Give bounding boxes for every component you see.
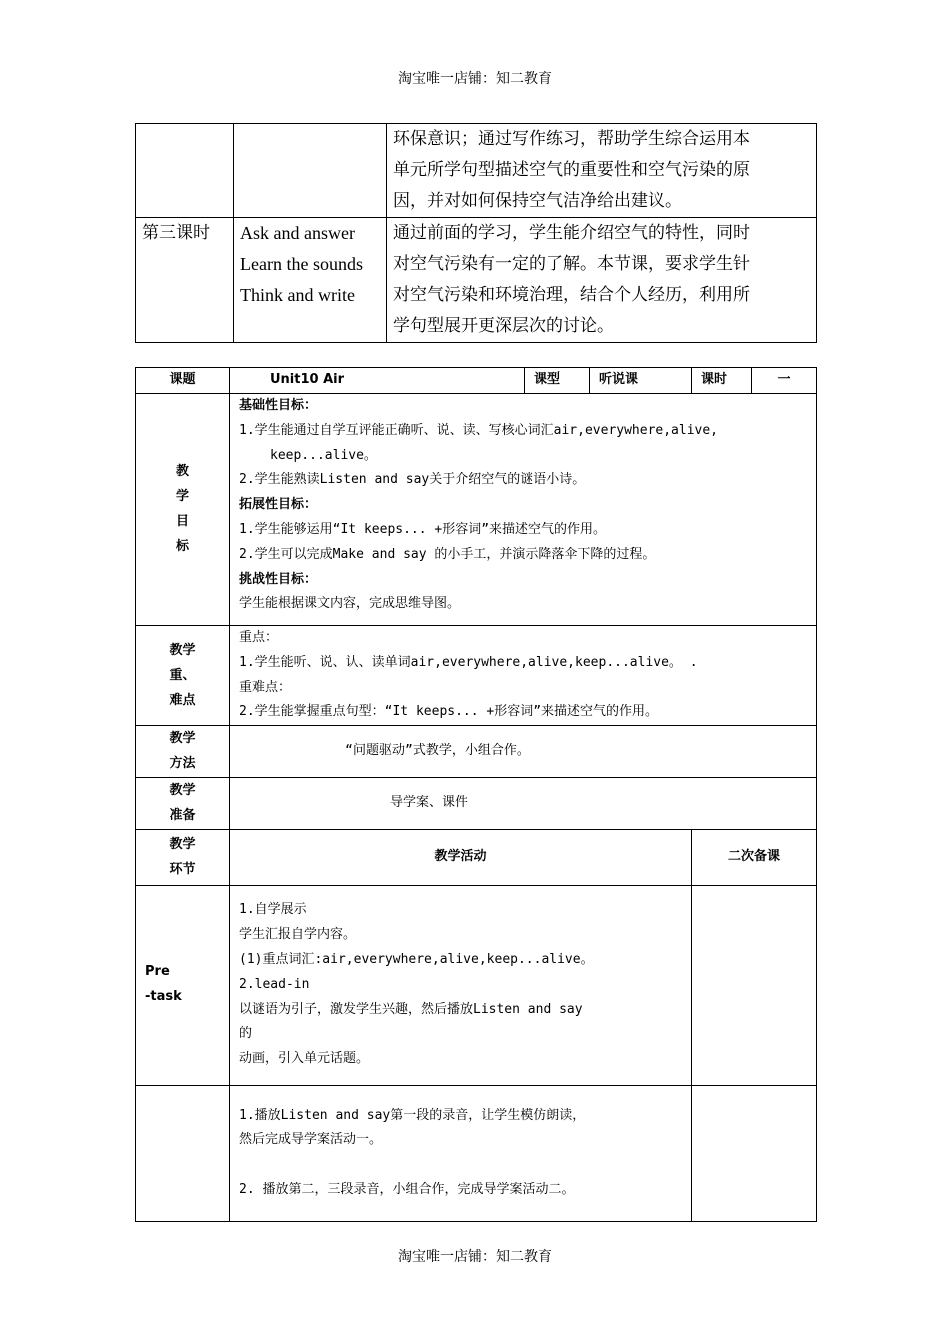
period-item: Think and write: [240, 285, 355, 305]
overview-line: 通过前面的学习，学生能介绍空气的特性，同时: [393, 223, 750, 243]
label-line: 教学: [169, 782, 196, 798]
goals-label: [136, 394, 230, 626]
basic-goals-title: 基础性目标：: [239, 398, 318, 413]
label-line: 教学: [169, 642, 196, 658]
while-task-activity: [230, 1085, 692, 1221]
pretask-activity: [230, 885, 692, 1085]
goal-line: keep...alive。: [270, 447, 377, 463]
key-points-content: [230, 626, 817, 726]
prep-label: [136, 777, 230, 829]
overview-row1-text: [387, 124, 817, 218]
goals-label-char: 学: [175, 489, 189, 505]
challenge-goals-title: 挑战性目标：: [239, 571, 318, 587]
overview-row2-text: [387, 218, 817, 343]
activity-line: 1.自学展示: [239, 902, 307, 918]
period-label: 课时: [692, 368, 752, 394]
difficulty-line: 2.学生能掌握重点句型：“It keeps... +形容词”来描述空气的作用。: [239, 704, 659, 720]
label-line: -task: [145, 989, 182, 1005]
label-line: 环节: [169, 861, 196, 877]
activity-line: 的: [239, 1026, 253, 1042]
method-value: [230, 726, 817, 778]
goal-line: 1.学生能够运用“It keeps... +形容词”来描述空气的作用。: [239, 521, 607, 537]
goal-line: 学生能根据课文内容，完成思维导图。: [239, 596, 461, 612]
method-label: [136, 726, 230, 778]
overview-line: 因，并对如何保持空气洁净给出建议。: [393, 191, 682, 211]
activity-header: 教学活动: [230, 829, 692, 885]
stage-label: [136, 829, 230, 885]
lesson-plan-table: [135, 367, 817, 1222]
prep-value: 导学案、课件: [230, 777, 817, 829]
activity-line: 学生汇报自学内容。: [239, 927, 357, 943]
focus-line: 1.学生能听、说、认、读单词air,everywhere,alive,keep...alive。 .: [239, 654, 698, 670]
overview-line: 单元所学句型描述空气的重要性和空气污染的原: [393, 160, 750, 180]
topic-label: 课题: [136, 368, 230, 394]
overview-cell-empty: [136, 124, 234, 218]
page-footer: 淘宝唯一店铺：知二教育: [398, 1249, 552, 1265]
second-prep-header: 二次备课: [692, 829, 817, 885]
label-line: 教学: [169, 731, 196, 747]
label-line: Pre: [145, 964, 170, 980]
overview-line: 对空气污染和环境治理，结合个人经历，利用所: [393, 285, 750, 305]
activity-line: 以谜语为引子，激发学生兴趣，然后播放Listen and say: [239, 1001, 583, 1017]
page-header: 淘宝唯一店铺：知二教育: [398, 71, 552, 87]
label-line: 方法: [169, 756, 196, 772]
while-task-second-prep: [692, 1085, 817, 1221]
activity-line: 然后完成导学案活动一。: [239, 1132, 383, 1148]
key-points-label: [136, 626, 230, 726]
overview-cell-empty: [234, 124, 387, 218]
goals-label-char: 教: [175, 464, 189, 480]
goals-content: [230, 394, 817, 626]
activity-line: 1.播放Listen and say第一段的录音，让学生模仿朗读，: [239, 1107, 586, 1123]
activity-line: [239, 1153, 682, 1178]
pretask-second-prep: [692, 885, 817, 1085]
overview-line: 对空气污染有一定的了解。本节课，要求学生针: [393, 254, 750, 274]
goals-label-char: 目: [175, 514, 189, 530]
activity-line: 2.lead-in: [239, 976, 310, 992]
extended-goals-title: 拓展性目标：: [239, 497, 318, 513]
difficulty-title: 重难点：: [239, 679, 292, 695]
while-task-label: [136, 1085, 230, 1221]
topic-value: Unit10 Air: [230, 368, 525, 394]
period-item: Ask and answer: [240, 223, 355, 243]
label-line: 准备: [169, 807, 196, 823]
overview-line: 学句型展开更深层次的讨论。: [393, 316, 614, 336]
pretask-label: [136, 885, 230, 1085]
lesson-period-label: 第三课时: [136, 218, 234, 343]
period-value: 一: [752, 368, 817, 394]
activity-line: 动画，引入单元话题。: [239, 1051, 370, 1067]
lesson-overview-table: [135, 123, 817, 343]
type-value: 听说课: [590, 368, 692, 394]
goal-line: 2.学生可以完成Make and say 的小手工，并演示降落伞下降的过程。: [239, 546, 656, 562]
focus-title: 重点：: [239, 630, 279, 645]
label-line: 教学: [169, 836, 196, 852]
activity-line: (1)重点词汇:air,everywhere,alive,keep...alive。: [239, 952, 594, 968]
goals-label-char: 标: [175, 539, 189, 555]
method-text: “问题驱动”式教学，小组合作。: [345, 743, 530, 759]
goal-line: 2.学生能熟读Listen and say关于介绍空气的谜语小诗。: [239, 472, 586, 488]
goal-line: 1.学生能通过自学互评能正确听、说、读、写核心词汇air,everywhere,alive,: [239, 422, 719, 438]
overview-line: 环保意识；通过写作练习，帮助学生综合运用本: [393, 129, 750, 149]
label-line: 难点: [169, 692, 196, 708]
lesson-period-items: [234, 218, 387, 343]
period-item: Learn the sounds: [240, 254, 363, 274]
label-line: 重、: [169, 667, 196, 683]
type-label: 课型: [525, 368, 590, 394]
activity-line: 2. 播放第二，三段录音，小组合作，完成导学案活动二。: [239, 1182, 575, 1198]
